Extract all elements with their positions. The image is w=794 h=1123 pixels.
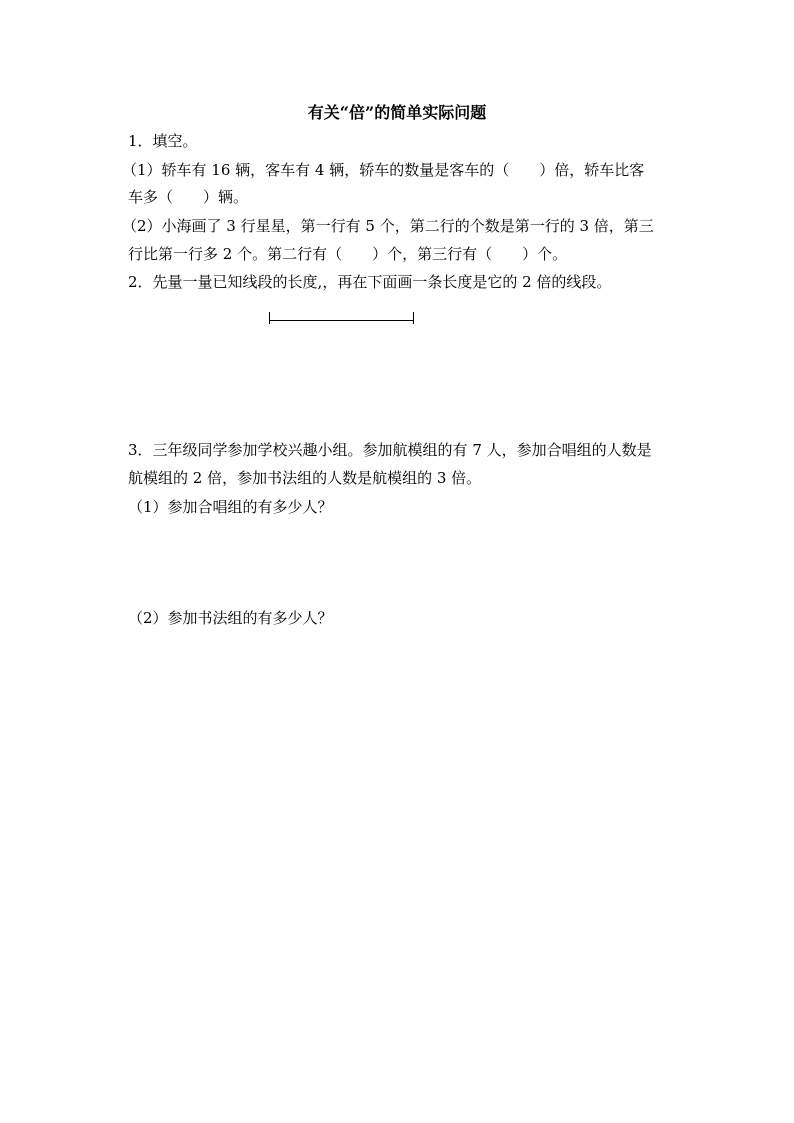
question-3-line-2: 航模组的 2 倍，参加书法组的人数是航模组的 3 倍。 <box>128 469 482 487</box>
question-1-item-1-line-2: 车多（ ）辆。 <box>128 188 249 206</box>
question-2-heading: 2．先量一量已知线段的长度,，再在下面画一条长度是它的 2 倍的线段。 <box>128 273 612 291</box>
worksheet-title: 有关“倍”的简单实际问题 <box>307 103 487 122</box>
segment-right-endpoint <box>413 312 414 324</box>
question-1-item-2-line-1: （2）小海画了 3 行星星，第一行有 5 个，第二行的个数是第一行的 3 倍，第三 <box>122 217 654 235</box>
question-1-heading: 1．填空。 <box>128 132 198 150</box>
question-3-line-1: 3．三年级同学参加学校兴趣小组。参加航模组的有 7 人，参加合唱组的人数是 <box>128 441 652 459</box>
question-3-sub-1: （1）参加合唱组的有多少人？ <box>128 498 333 516</box>
segment-left-endpoint <box>269 312 270 324</box>
segment-line <box>269 320 414 321</box>
question-1-item-1-line-1: （1）轿车有 16 辆，客车有 4 辆，轿车的数量是客车的（ ）倍，轿车比客 <box>122 161 645 179</box>
given-line-segment <box>269 312 414 324</box>
question-3-sub-2: （2）参加书法组的有多少人？ <box>128 609 333 627</box>
question-1-item-2-line-2: 行比第一行多 2 个。第二行有（ ）个，第三行有（ ）个。 <box>128 245 568 263</box>
